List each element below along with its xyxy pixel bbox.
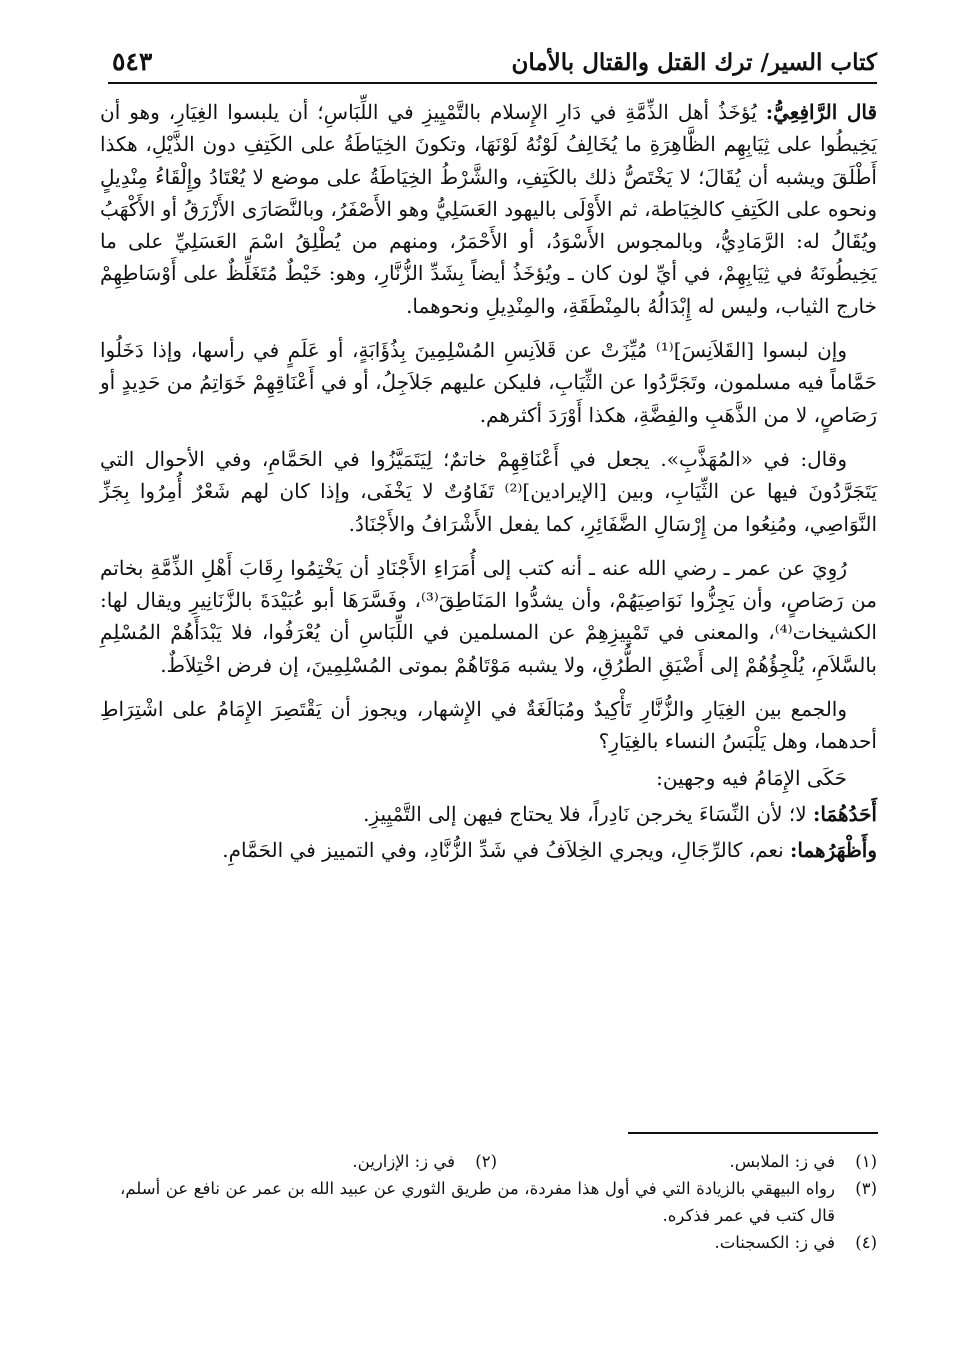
- footnote-row: [120, 1229, 877, 1256]
- paragraph-text: وقال: في «المُهَذَّبِ». يجعل في أَعْنَاقِهِمْ خاتمٌ؛ لِيَتَمَيَّزُوا في الحَمَّامِ، وفي الأحوال التي يَتَجَرَّدُونَ فيها عن الثِّيَابِ، وبين [الإيرادين]⁽²⁾ تَفَاوُتٌ لا يَخْفَى، وإذا كان لهم شَعْرٌ أُمِرُوا بِجَزِّ النَّوَاصِي، ومُنِعُوا من إِرْسَالِ الضَّفَائِرِ، كما يفعل الأَشْرَافُ والأَجْنَادُ.: [100, 446, 877, 536]
- paragraph-muhadhdhab: [100, 443, 877, 540]
- paragraph-two-views: [100, 762, 877, 794]
- footnote-number: (١): [855, 1152, 877, 1171]
- paragraph-lead: وأَظْهَرُهما:: [790, 838, 877, 863]
- footnote-number: (٢): [475, 1152, 497, 1171]
- paragraph-second-view: [100, 834, 877, 866]
- footnote-3: رواه البيهقي بالزيادة التي في أول هذا مفردة، من طريق الثوري عن عبيد الله بن عمر عن نافع عن أسلم، قال كتب في عمر فذكره.: [120, 1179, 835, 1225]
- footnote-1: [497, 1148, 877, 1175]
- footnote-2: [352, 1148, 497, 1175]
- footnote-text: في ز: الإزارين.: [352, 1152, 455, 1171]
- paragraph-text: رُوِيَ عن عمر ـ رضي الله عنه ـ أنه كتب إلى أُمَرَاءِ الأَجْنَادِ أن يَخْتِمُوا رِقَابَ أَهْلِ الذِّمَّةِ بخاتم من رَصَاصٍ، وأن يَجِزُّوا نَوَاصِيَهُمْ، وأن يشدُّوا المَنَاطِقَ⁽³⁾، وفَسَّرَهَا أبو عُبَيْدَةَ بالزَّنَانِيرِ ويقال لها: الكشيخات⁽⁴⁾، والمعنى في تَمْيِيزِهِمْ عن المسلمين في اللِّبَاسِ أن يُعْرَفُوا، فلا يَبْدَأَهُمْ المُسْلِمِ بالسَّلاَمِ، يُلْجِؤُهُمْ إلى أَضْيَقِ الطُّرُقِ، ولا يشبه مَوْتَاهُمْ بموتى المُسْلِمِينَ، إن فرض اخْتِلاَطٌ.: [100, 555, 877, 677]
- paragraph-umar-narration: [100, 552, 877, 681]
- paragraph-rafii: [100, 96, 877, 322]
- paragraph-text: وإن لبسوا [القَلاَنِسَ]⁽¹⁾ مُيِّزَتْ عن قَلاَنِسِ المُسْلِمِينَ بِذُؤَابَةٍ، أو عَلَمٍ في رأسها، وإذا دَخَلُوا حَمَّاماً فيه مسلمون، وتَجَرَّدُوا عن الثِّيَابِ، فليكن عليهم جَلاَجِلُ، أو في أَعْنَاقِهِمْ خَوَاتِمُ من حَدِيدٍ أو رَصَاصٍ، لا من الذَّهَبِ والفِضَّةِ، هكذا أَوْرَدَ أكثرهم.: [100, 338, 877, 427]
- paragraph-lead: قال الرَّافِعِيُّ:: [765, 100, 878, 124]
- paragraph-text: يُؤخَذُ أهل الذِّمَّةِ في دَارِ الإِسلام بالتَّمْيِيزِ في اللِّبَاسِ؛ أن يلبسوا الغِيَارِ، وهو أن يَخِيطُوا على ثِيَابِهِم الظَّاهِرَةِ ما يُخَالِفُ لَوْنُهُ لَوْنَهَا، وتكونَ الخِيَاطَةُ على الكَتِفِ دون الذَّيْلِ، هكذا أَطْلَقَ ويشبه أن يُقَالَ؛ لا يَخْتَصُّ ذلك بالكَتِفِ، والشَّرْطُ الخِيَاطَةُ على موضع لا يُعْتَادُ وإِلْقَاءُ مِنْدِيلٍ ونحوه على الكَتِفِ كالخِيَاطة، ثم الأَوْلَى باليهود العَسَلِيُّ وهو الأَصْفَرُ، وبالنَّصَارَى الأَزْرَقُ أو الأَكْهَبُ ويُقَالُ له: الرَّمَادِيُّ، وبالمجوس الأَسْوَدُ، أو الأَحْمَرُ، ومنهم من يُطْلِقُ اسْمَ العَسَلِيِّ على ما يَخِيطُونَهُ في ثِيَابِهِمْ، في أيِّ لون كان ـ ويُؤخَذُ أيضاً بِشَدِّ الزُّنَّارِ، وهو: خَيْطٌ مُتَغَلِّظٌ على أَوْسَاطِهِمْ خارج الثياب، وليس له إِبْدَالُهُ بالمِنْطَقَةِ، والمِنْدِيلِ ونحوهما.: [100, 100, 877, 318]
- page-header: [108, 34, 877, 84]
- paragraph-text: لا؛ لأن النِّسَاءَ يخرجن نَادِراً، فلا يحتاج فيهن إلى التَّمْيِيزِ.: [363, 801, 813, 826]
- footnote-4: في ز: الكسجنات.: [714, 1233, 835, 1252]
- footnote-separator: [628, 1132, 878, 1134]
- paragraph-text: نعم، كالرِّجَالِ، ويجري الخِلاَفُ في شَدِّ الزُّنَّادِ، وفي التمييز في الحَمَّامِ.: [222, 838, 791, 863]
- paragraph-qalanis: [100, 334, 877, 431]
- footnote-row: [120, 1175, 877, 1229]
- paragraph-lead: أَحَدُهُمَا:: [812, 801, 877, 826]
- paragraph-first-view: [100, 798, 877, 830]
- paragraph-ghiyar-zunnar: [100, 693, 877, 758]
- page-number: ٥٤٣: [112, 47, 153, 76]
- paragraph-text: حَكَى الإِمَامُ فيه وجهين:: [656, 765, 847, 790]
- running-title: كتاب السير/ ترك القتل والقتال بالأمان: [511, 49, 877, 76]
- paragraph-text: والجمع بين الغِيَارِ والزُّنَّارِ تَأْكِيدٌ ومُبَالَغَةٌ في الإِشهار، ويجوز أن يَقْتَصِرَ الإِمَامُ على اشْتِرَاطِ أحدهما، وهل يَلْبَسُ النساء بالغِيَارِ؟: [100, 697, 877, 754]
- footnote-row: [120, 1148, 877, 1175]
- footnote-number: (٤): [855, 1233, 877, 1252]
- footnote-text: في ز: الملابس.: [729, 1152, 835, 1171]
- footnotes: [120, 1148, 877, 1256]
- footnote-number: (٣): [855, 1179, 877, 1198]
- main-text: [100, 96, 877, 879]
